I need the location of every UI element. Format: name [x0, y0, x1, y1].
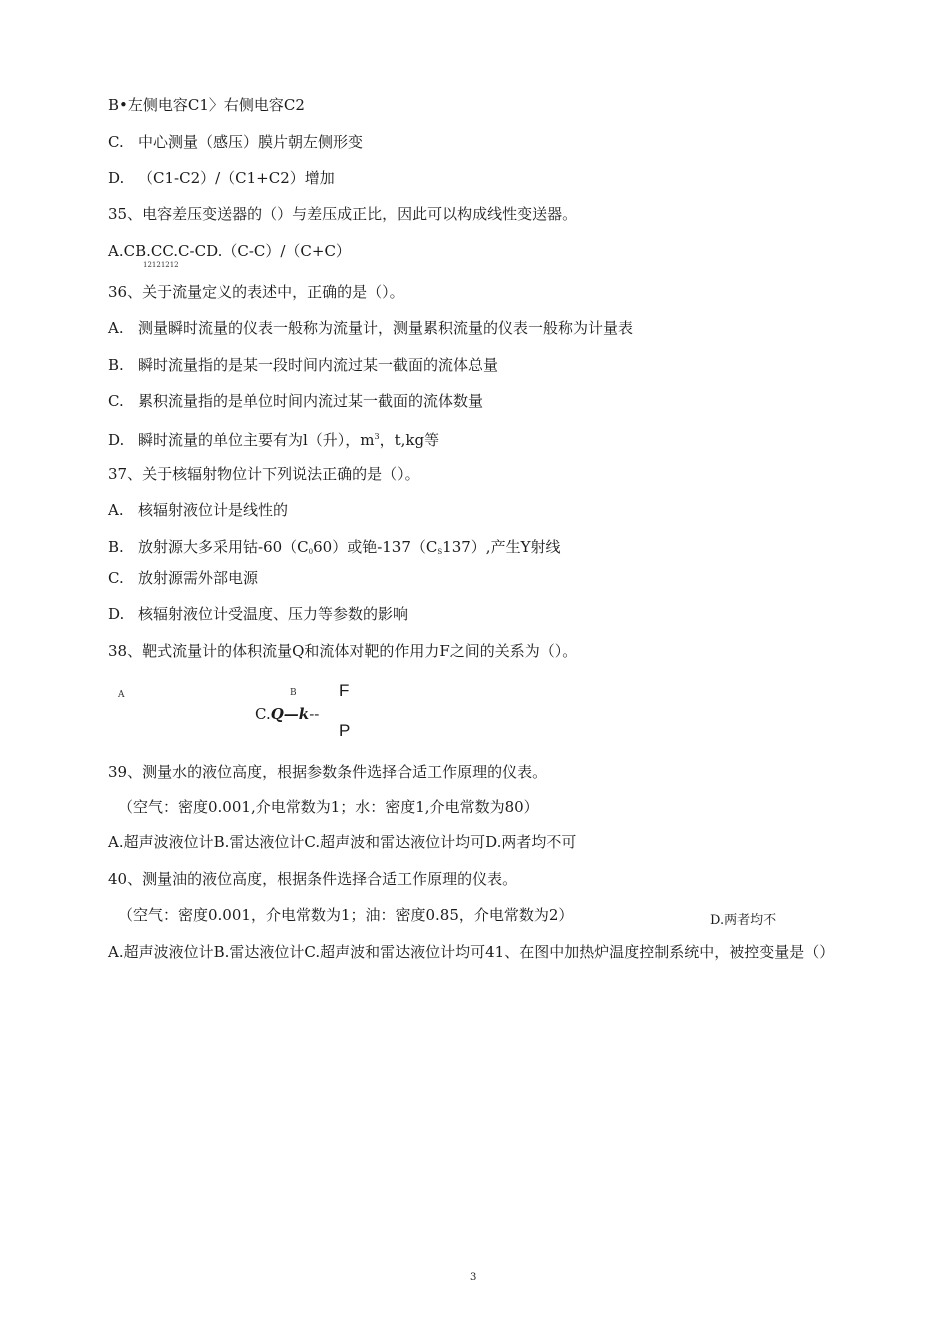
- q35-stem: 35、电容差压变送器的（）与差压成正比，因此可以构成线性变送器。: [108, 205, 578, 223]
- q38-option-c: C.Q—k--: [255, 705, 320, 723]
- q38-fraction-numerator: F: [339, 681, 350, 700]
- q39-options: A.超声波液位计B.雷达液位计C.超声波和雷达液位计均可D.两者均不可: [108, 833, 577, 851]
- q37-stem: 37、关于核辐射物位计下列说法正确的是（）。: [108, 465, 420, 483]
- q35-subscripts: 12121212: [143, 261, 179, 269]
- q39-condition: （空气：密度0.001,介电常数为1；水：密度1,介电常数为80）: [118, 798, 539, 816]
- q40-options-and-q41: A.超声波液位计B.雷达液位计C.超声波和雷达液位计均可41、在图中加热炉温度控制系统中，被控变量是（）: [108, 943, 835, 961]
- q36-option-c: C. 累积流量指的是单位时间内流过某一截面的流体数量: [108, 392, 484, 410]
- q39-stem: 39、测量水的液位高度，根据参数条件选择合适工作原理的仪表。: [108, 763, 548, 781]
- q37-option-c: C. 放射源需外部电源: [108, 569, 259, 587]
- q35-options: A.CB.CC.C-CD.（C-C）/（C+C）: [108, 242, 351, 260]
- q34-option-b: B•左侧电容C1〉右侧电容C2: [108, 96, 305, 114]
- q40-fragment-d: D.两者均不: [710, 913, 777, 928]
- q34-option-c: C. 中心测量（感压）膜片朝左侧形变: [108, 133, 364, 151]
- q37-option-d: D. 核辐射液位计受温度、压力等参数的影响: [108, 605, 409, 623]
- q38-fraction-denominator: P: [339, 721, 351, 740]
- q34-option-d: D. （C1-C2）/（C1+C2）增加: [108, 169, 335, 187]
- q37-option-a: A. 核辐射液位计是线性的: [108, 501, 289, 519]
- q37-option-b: B. 放射源大多采用钴$-60(C_060)$或铯$-137(C_S137)$,产生Y射线: [108, 538, 561, 556]
- q38-fragment-b: B: [290, 688, 297, 698]
- q36-option-d: D. 瞬时流量的单位主要有为l（升），$m^3$，t,kg等: [108, 431, 440, 449]
- q40-stem: 40、测量油的液位高度，根据条件选择合适工作原理的仪表。: [108, 870, 518, 888]
- q36-option-a: A. 测量瞬时流量的仪表一般称为流量计，测量累积流量的仪表一般称为计量表: [108, 319, 634, 337]
- q38-fragment-a: A: [118, 690, 125, 700]
- q40-condition: （空气：密度0.001，介电常数为1；油：密度0.85，介电常数为2）: [118, 906, 574, 924]
- q36-option-b: B. 瞬时流量指的是某一段时间内流过某一截面的流体总量: [108, 356, 499, 374]
- q36-stem: 36、关于流量定义的表述中，正确的是（）。: [108, 283, 405, 301]
- q38-stem: 38、靶式流量计的体积流量Q和流体对靶的作用力F之间的关系为（）。: [108, 642, 578, 660]
- page-number: 3: [470, 1272, 477, 1283]
